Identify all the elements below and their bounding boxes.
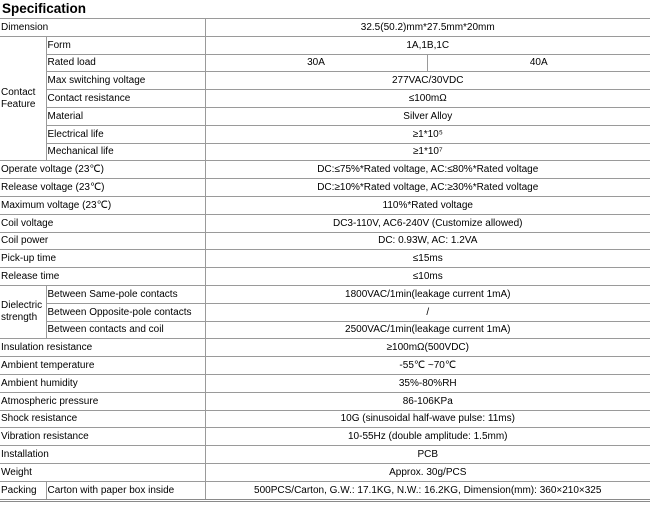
contact-resistance-value: ≤100mΩ <box>205 90 650 108</box>
packing-label: Packing <box>0 481 46 500</box>
insulation-resistance-label: Insulation resistance <box>0 339 205 357</box>
same-pole-value: 1800VAC/1min(leakage current 1mA) <box>205 285 650 303</box>
opposite-pole-label: Between Opposite-pole contacts <box>46 303 205 321</box>
table-row <box>0 232 650 250</box>
table-row <box>0 143 650 161</box>
material-value: Silver Alloy <box>205 107 650 125</box>
coil-voltage-value: DC3-110V, AC6-240V (Customize allowed) <box>205 214 650 232</box>
electrical-life-value: ≥1*10⁵ <box>205 125 650 143</box>
insulation-resistance-value: ≥100mΩ(500VDC) <box>205 339 650 357</box>
table-row <box>0 125 650 143</box>
table-row <box>0 196 650 214</box>
coil-power-label: Coil power <box>0 232 205 250</box>
release-voltage-label: Release voltage (23℃) <box>0 179 205 197</box>
vibration-resistance-value: 10-55Hz (double amplitude: 1.5mm) <box>205 428 650 446</box>
table-row <box>0 374 650 392</box>
ambient-temperature-value: -55℃ ~70℃ <box>205 357 650 375</box>
release-voltage-value: DC:≥10%*Rated voltage, AC:≥30%*Rated voltage <box>205 179 650 197</box>
rated-load-value-b: 40A <box>427 54 650 72</box>
table-row <box>0 268 650 286</box>
table-row <box>0 410 650 428</box>
table-row <box>0 481 650 500</box>
form-label: Form <box>46 36 205 54</box>
dielectric-strength-group: Dielectric strength <box>0 285 46 338</box>
coil-voltage-label: Coil voltage <box>0 214 205 232</box>
table-row <box>0 161 650 179</box>
table-row <box>0 214 650 232</box>
table-row <box>0 179 650 197</box>
spec-title: Specification <box>2 1 87 16</box>
maximum-voltage-value: 110%*Rated voltage <box>205 196 650 214</box>
maximum-voltage-label: Maximum voltage (23℃) <box>0 196 205 214</box>
same-pole-label: Between Same-pole contacts <box>46 285 205 303</box>
contacts-coil-value: 2500VAC/1min(leakage current 1mA) <box>205 321 650 339</box>
rated-load-value-a: 30A <box>205 54 427 72</box>
rated-load-label: Rated load <box>46 54 205 72</box>
packing-value: 500PCS/Carton, G.W.: 17.1KG, N.W.: 16.2KG, Dimension(mm): 360×210×325 <box>205 481 650 500</box>
release-time-value: ≤10ms <box>205 268 650 286</box>
pickup-time-label: Pick-up time <box>0 250 205 268</box>
release-time-label: Release time <box>0 268 205 286</box>
table-row <box>0 36 650 54</box>
table-row <box>0 463 650 481</box>
ambient-humidity-label: Ambient humidity <box>0 374 205 392</box>
shock-resistance-label: Shock resistance <box>0 410 205 428</box>
table-row <box>0 339 650 357</box>
table-row <box>0 19 650 37</box>
installation-label: Installation <box>0 446 205 464</box>
contact-feature-group: Contact Feature <box>0 36 46 161</box>
coil-power-value: DC: 0.93W, AC: 1.2VA <box>205 232 650 250</box>
table-row <box>0 285 650 303</box>
operate-voltage-label: Operate voltage (23℃) <box>0 161 205 179</box>
table-row <box>0 428 650 446</box>
opposite-pole-value: / <box>205 303 650 321</box>
installation-value: PCB <box>205 446 650 464</box>
ambient-humidity-value: 35%-80%RH <box>205 374 650 392</box>
contacts-coil-label: Between contacts and coil <box>46 321 205 339</box>
atmospheric-pressure-value: 86-106KPa <box>205 392 650 410</box>
operate-voltage-value: DC:≤75%*Rated voltage, AC:≤80%*Rated voltage <box>205 161 650 179</box>
dimension-label: Dimension <box>0 19 205 37</box>
ambient-temperature-label: Ambient temperature <box>0 357 205 375</box>
vibration-resistance-label: Vibration resistance <box>0 428 205 446</box>
table-row <box>0 392 650 410</box>
dimension-value: 32.5(50.2)mm*27.5mm*20mm <box>205 19 650 37</box>
max-switching-voltage-label: Max switching voltage <box>46 72 205 90</box>
table-row <box>0 107 650 125</box>
table-row <box>0 90 650 108</box>
specification-table <box>0 18 650 502</box>
table-row <box>0 446 650 464</box>
table-row <box>0 321 650 339</box>
electrical-life-label: Electrical life <box>46 125 205 143</box>
mechanical-life-label: Mechanical life <box>46 143 205 161</box>
table-row <box>0 357 650 375</box>
shock-resistance-value: 10G (sinusoidal half-wave pulse: 11ms) <box>205 410 650 428</box>
table-row <box>0 54 650 72</box>
weight-label: Weight <box>0 463 205 481</box>
pickup-time-value: ≤15ms <box>205 250 650 268</box>
material-label: Material <box>46 107 205 125</box>
max-switching-voltage-value: 277VAC/30VDC <box>205 72 650 90</box>
form-value: 1A,1B,1C <box>205 36 650 54</box>
weight-value: Approx. 30g/PCS <box>205 463 650 481</box>
contact-resistance-label: Contact resistance <box>46 90 205 108</box>
mechanical-life-value: ≥1*10⁷ <box>205 143 650 161</box>
table-row <box>0 303 650 321</box>
table-row <box>0 250 650 268</box>
packing-sub-label: Carton with paper box inside <box>46 481 205 500</box>
table-row <box>0 72 650 90</box>
atmospheric-pressure-label: Atmospheric pressure <box>0 392 205 410</box>
